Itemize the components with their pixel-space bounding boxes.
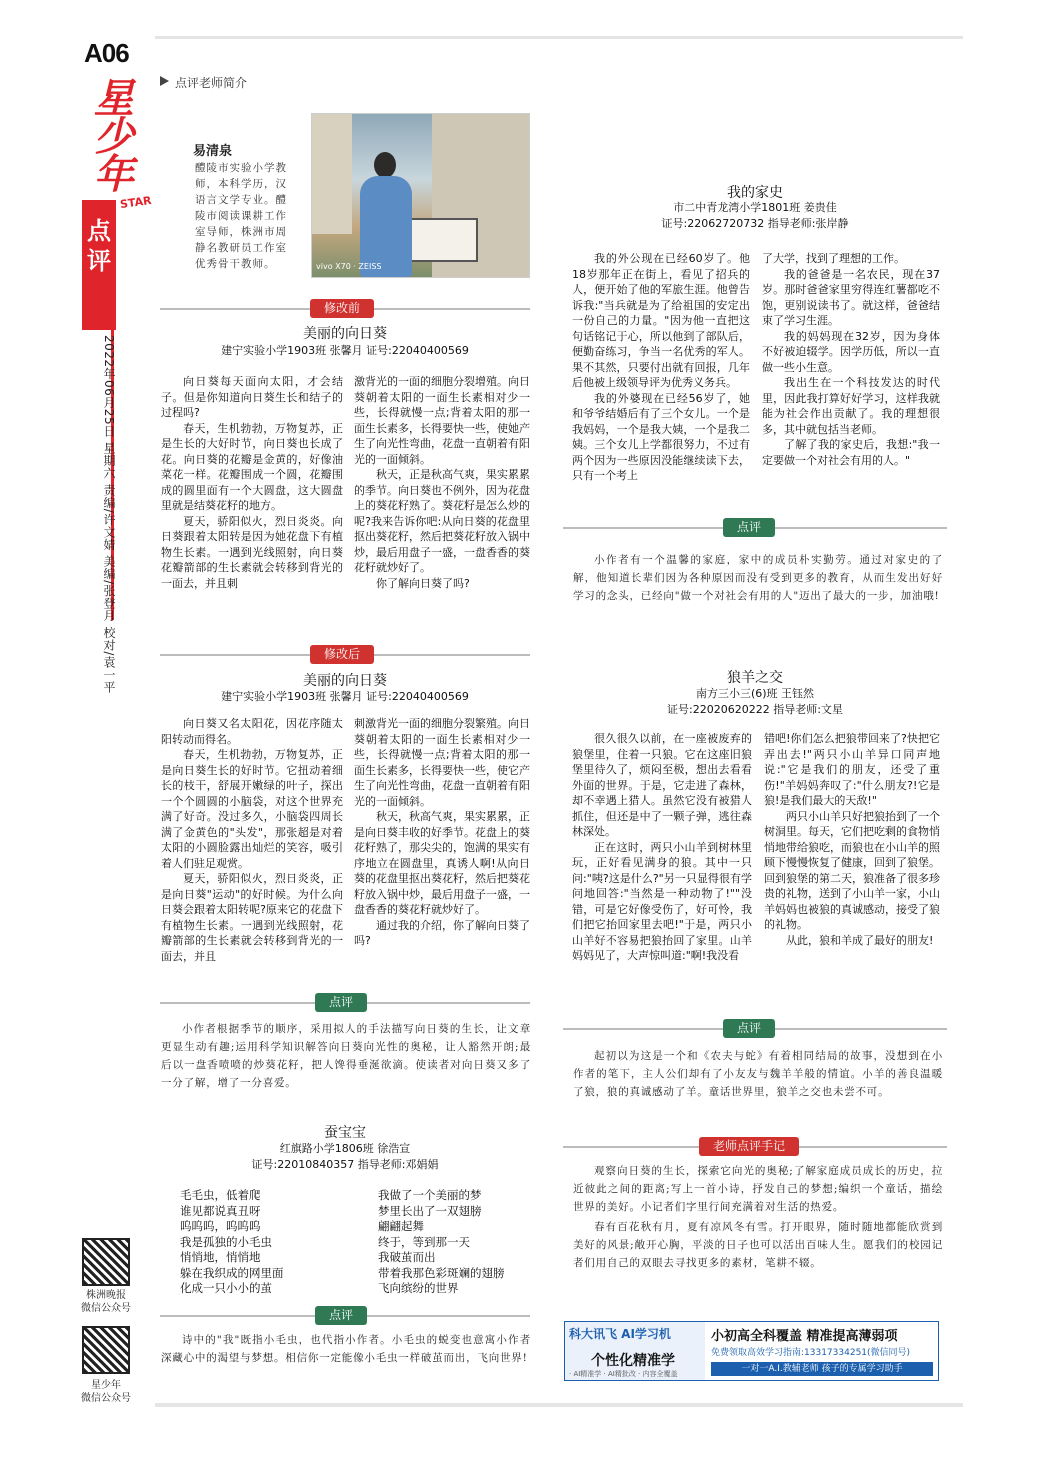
ad-banner[interactable] xyxy=(564,1321,939,1381)
photo-caption: vivo X70 · ZEISS xyxy=(316,262,382,271)
before-col-1: 向日葵每天面向太阳，才会结子。但是你知道向日葵生长和结子的过程吗? 春天，生机勃勃，万物复苏，正是生长的大好时节，向日葵也长成了花。向日葵的花瓣是金黄的，好像油菜花一样。花瓣围成一个圆，花瓣围成的圆里面有一个大圆盘，这大圆盘里就是结葵花籽的地方。 夏天，骄阳似火，烈日炎炎。向日葵跟着太阳转是因为她花盘下有植物生长素。一遇到光线照射，向日葵花瓣箭部的生长素就会转移到背光的一面去，并且刺 xyxy=(161,375,343,590)
qr-label: 株洲晚报 微信公众号 xyxy=(81,1290,131,1314)
after-comment-header xyxy=(160,993,530,1013)
poem-col-1: 毛毛虫，低着爬 谁见都说真丑呀 呜呜呜，呜呜呜 我是孤独的小毛虫 悄悄地，悄悄地 躲在我织成的网里面 化成一只小小的茧 xyxy=(180,1188,284,1295)
wolf-title: 狼羊之交 xyxy=(727,670,783,686)
wolf-meta-1: 南方三小三(6)班 王钰然 xyxy=(695,687,815,700)
section-label: 点评 xyxy=(82,200,116,330)
teacher-photo xyxy=(311,113,530,278)
intro-heading: 点评老师简介 xyxy=(175,76,248,90)
masthead-logo: 星少年 xyxy=(94,76,134,198)
after-col-2: 刺激背光一面的细胞分裂繁殖。向日葵朝着太阳的一面生长素相对少一些，长得就慢一点;背着太阳的那一面生长素多，长得要快一些，使它产生了向光性弯曲，花盘一直朝着有阳光的一面倾斜。 秋天，秋高气爽，果实累累，正是向日葵丰收的好季节。花盘上的葵花籽熟了，那尖尖的，饱满的果实有序地立在圆盘里，真诱人啊!从向日葵的花盘里抠出葵花籽，然后把葵花籽放入锅中炒，最后用盘子一盛，一盘香香的葵花籽就炒好了。 通过我的介绍，你了解向日葵了吗? xyxy=(354,717,530,947)
before-meta: 建宁实验小学1903班 张馨月 证号:22040400569 xyxy=(221,344,469,357)
after-meta: 建宁实验小学1903班 张馨月 证号:22040400569 xyxy=(221,690,469,703)
silkworm-comment: 诗中的"我"既指小毛虫，也代指小作者。小毛虫的蜕变也意寓小作者深藏心中的渴望与梦想。相信你一定能像小毛虫一样破茧而出，飞向世界! xyxy=(161,1334,531,1364)
top-rule xyxy=(155,36,963,39)
teacher-name: 易清泉 xyxy=(193,144,233,159)
before-tag: 修改前 xyxy=(310,299,374,318)
comment-tag: 点评 xyxy=(315,1306,367,1325)
notes-paragraph-1: 观察向日葵的生长，探索它向光的奥秘;了解家庭成员成长的历史，拉近彼此之间的距离;写上一首小诗，抒发自己的梦想;编织一个童话，描绘世界的美好。小记者们字里行间充满着对生活的热爱。 xyxy=(573,1165,943,1213)
silkworm-meta-2: 证号:22010840357 指导老师:邓娟娟 xyxy=(251,1158,439,1171)
wolf-col-2: 错吧!你们怎么把狼带回来了?快把它弄出去!"两只小山羊异口同声地说:"它是我们的朋友，还受了重伤!"羊妈妈奔叹了:"什么朋友?!它是狼!是我们最大的天敌!" 两只小山羊只好把狼抬到了一个树洞里。每天，它们把吃剩的食物悄悄地带给狼吃，而狼也在小山羊的照顾下慢慢恢复了健康，回到了狼堡。回到狼堡的第二天，狼准备了很多珍贵的礼物，送到了小山羊一家，小山羊妈妈也被狼的真诚感动，接受了狼的礼物。 从此，狼和羊成了最好的朋友! xyxy=(764,732,940,947)
wolf-meta-2: 证号:22020620222 指导老师:文星 xyxy=(667,703,843,716)
before-header xyxy=(160,299,530,319)
masthead-logo-small: STAR xyxy=(119,193,153,212)
qr-code-icon[interactable] xyxy=(82,1326,130,1374)
after-tag: 修改后 xyxy=(310,645,374,664)
silkworm-comment-header xyxy=(160,1306,530,1326)
notes-tag: 老师点评手记 xyxy=(699,1137,799,1156)
ad-brand: 科大讯飞 AI学习机 xyxy=(569,1327,671,1341)
ad-phone: 免费领取高效学习指南:13317334251(微信同号) xyxy=(711,1348,911,1358)
before-col-2: 激背光的一面的细胞分裂增殖。向日葵朝着太阳的一面生长素相对少一些，长得就慢一点;背着太阳的那一面生长素多，长得要快一些，使她产生了向光性弯曲，花盘一直朝着有阳光的一面倾斜。 秋天，正是秋高气爽，果实累累的季节。向日葵也不例外，因为花盘上的葵花籽熟了。葵花籽是怎么炒的呢?我来告诉你吧:从向日葵的花盘里抠出葵花籽，然后把葵花籽放入锅中炒，最后用盘子一盛，一盘香香的葵花籽就炒好了。 你了解向日葵了吗? xyxy=(354,375,530,590)
family-meta-2: 证号:22062720732 指导老师:张岸静 xyxy=(661,217,849,230)
wolf-comment-header xyxy=(563,1019,947,1039)
play-icon xyxy=(160,76,169,86)
edition-info: 2022年06月25日 星期六 责编/许文婧 美编/张登月 校对/袁一平 xyxy=(102,335,116,694)
family-comment-header xyxy=(563,518,947,538)
poem-col-2: 我做了一个美丽的梦 梦里长出了一双翅膀 翩翩起舞 终于，等到那一天 我破茧而出 带着我那色彩斑斓的翅膀 飞向缤纷的世界 xyxy=(378,1188,505,1295)
notes-paragraph-2: 春有百花秋有月，夏有凉风冬有雪。打开眼界，随时随地都能欣赏到美好的风景;敞开心胸，平淡的日子也可以活出百味人生。愿我们的校园记者们用自己的双眼去寻找更多的素材，笔耕不辍。 xyxy=(573,1221,943,1269)
ad-headline: 小初高全科覆盖 精准提高薄弱项 xyxy=(711,1329,898,1344)
qr-label: 星少年 微信公众号 xyxy=(81,1380,131,1404)
family-title: 我的家史 xyxy=(727,185,783,201)
silkworm-title: 蚕宝宝 xyxy=(324,1125,366,1141)
after-col-1: 向日葵又名太阳花，因花序随太阳转动而得名。 春天，生机勃勃，万物复苏，正是向日葵生长的好时节。它扭动着细长的枝干，舒展开嫩绿的叶子，探出一个个圆圆的小脑袋，对这个世界充满了好奇。没过多久，小脑袋四周长满了金黄色的"头发"，那张超是对着太阳的小圆脸露出灿烂的笑容，吸引着人们驻足观赏。 夏天，骄阳似火，烈日炎炎，正是向日葵"运动"的好时候。为什么向日葵会跟着太阳转呢?原来它的花盘下有植物生长素。一遇到光线照射，花瓣箭部的生长素就会转移到背光的一面去，并且 xyxy=(161,717,343,963)
ad-tagline: 个性化精准学 xyxy=(591,1353,675,1369)
after-title: 美丽的向日葵 xyxy=(303,673,387,689)
page-number: A06 xyxy=(84,38,129,68)
silkworm-meta-1: 红旗路小学1806班 徐浩宣 xyxy=(279,1142,411,1155)
ad-strip: 一对一A.I.教辅老师 孩子的专属学习助手 xyxy=(711,1362,933,1376)
qr-code-icon[interactable] xyxy=(82,1238,130,1286)
bottom-rule xyxy=(155,1403,963,1407)
family-meta-1: 市二中青龙湾小学1801班 姜贵佳 xyxy=(673,201,837,214)
teacher-bio: 醴陵市实验小学教师，本科学历，汉语言文学专业。醴陵市阅读课耕工作室导师，株洲市周静名教研员工作室优秀骨干教师。 xyxy=(195,162,287,270)
comment-tag: 点评 xyxy=(723,1019,775,1038)
ad-features: · AI精准学 · AI精批改 · 内容全覆盖 xyxy=(569,1370,678,1378)
notes-header xyxy=(563,1137,947,1157)
wolf-comment: 起初以为这是一个和《农夫与蛇》有着相同结局的故事，没想到在小作者的笔下，主人公们却有了小友友与魏羊羊般的情谊。小羊的善良温暖了狼，狼的真诚感动了羊。童话世界里，狼羊之交也未尝不可。 xyxy=(573,1050,943,1098)
comment-tag: 点评 xyxy=(315,993,367,1012)
after-header xyxy=(160,645,530,665)
after-comment: 小作者根据季节的顺序，采用拟人的手法描写向日葵的生长，让文章更显生动有趣;运用科学知识解答向日葵向光性的奥秘，让人豁然开朗;最后以一盘香喷喷的炒葵花籽，把人馋得垂涎欲滴。使读者对向日葵又多了一分了解，增了一分喜爱。 xyxy=(161,1023,531,1089)
family-col-1: 我的外公现在已经60岁了。他18岁那年正在街上，看见了招兵的人，便开始了他的军旅生涯。他曾告诉我:"当兵就是为了给祖国的安定出一份自己的力量。"因为他一直把这句话铭记于心，所以他到了部队后，便勤奋练习，争当一名优秀的军人。果不其然，只要付出就有回报，几年后他被上级领导评为优秀义务兵。 我的外婆现在已经56岁了，她和爷爷结婚后有了三个女儿。一个是我妈妈，一个是我大姨，一个是我二姨。三个女儿上学都很努力，不过有两个因为一些原因没能继续读下去，只有一个考上 xyxy=(572,252,750,482)
family-comment: 小作者有一个温馨的家庭，家中的成员朴实勤劳。通过对家史的了解，他知道长辈们因为各种原因而没有受到更多的教育，从而生发出好好学习的念头，已经向"做一个对社会有用的人"迈出了最大的一步，加油哦! xyxy=(573,554,943,602)
before-title: 美丽的向日葵 xyxy=(303,326,387,342)
comment-tag: 点评 xyxy=(723,518,775,537)
wolf-col-1: 很久很久以前，在一座被废弃的狼堡里，住着一只狼。它在这座旧狼堡里待久了，烦闷至极，想出去看看外面的世界。于是，它走进了森林，却不幸遇上猎人。虽然它没有被猎人抓住，但还是中了一颗子弹，逃往森林深处。 正在这时，两只小山羊到树林里玩，正好看见满身的狼。其中一只问:"咦?这是什么?"另一只显得很有学问地回答:"当然是一种动物了!""没错，可是它好像受伤了，好可怜，我们把它抬回家里去吧!"于是，两只小山羊好不容易把狼抬回了家里。山羊妈妈见了，大声惊叫道:"啊!我没看 xyxy=(572,732,752,962)
family-col-2: 了大学，找到了理想的工作。 我的爸爸是一名农民，现在37岁。那时爸爸家里穷得连红薯都吃不饱，更别说读书了。就这样，爸爸结束了学习生涯。 我的妈妈现在32岁，因为身体不好被迫辍学。因学历低，所以一直做一些小生意。 我出生在一个科技发达的时代里，因此我打算好好学习，这样我就能为社会作出贡献了。我的理想很多，其中就包括当老师。 了解了我的家史后，我想:"我一定要做一个对社会有用的人。" xyxy=(762,252,940,467)
